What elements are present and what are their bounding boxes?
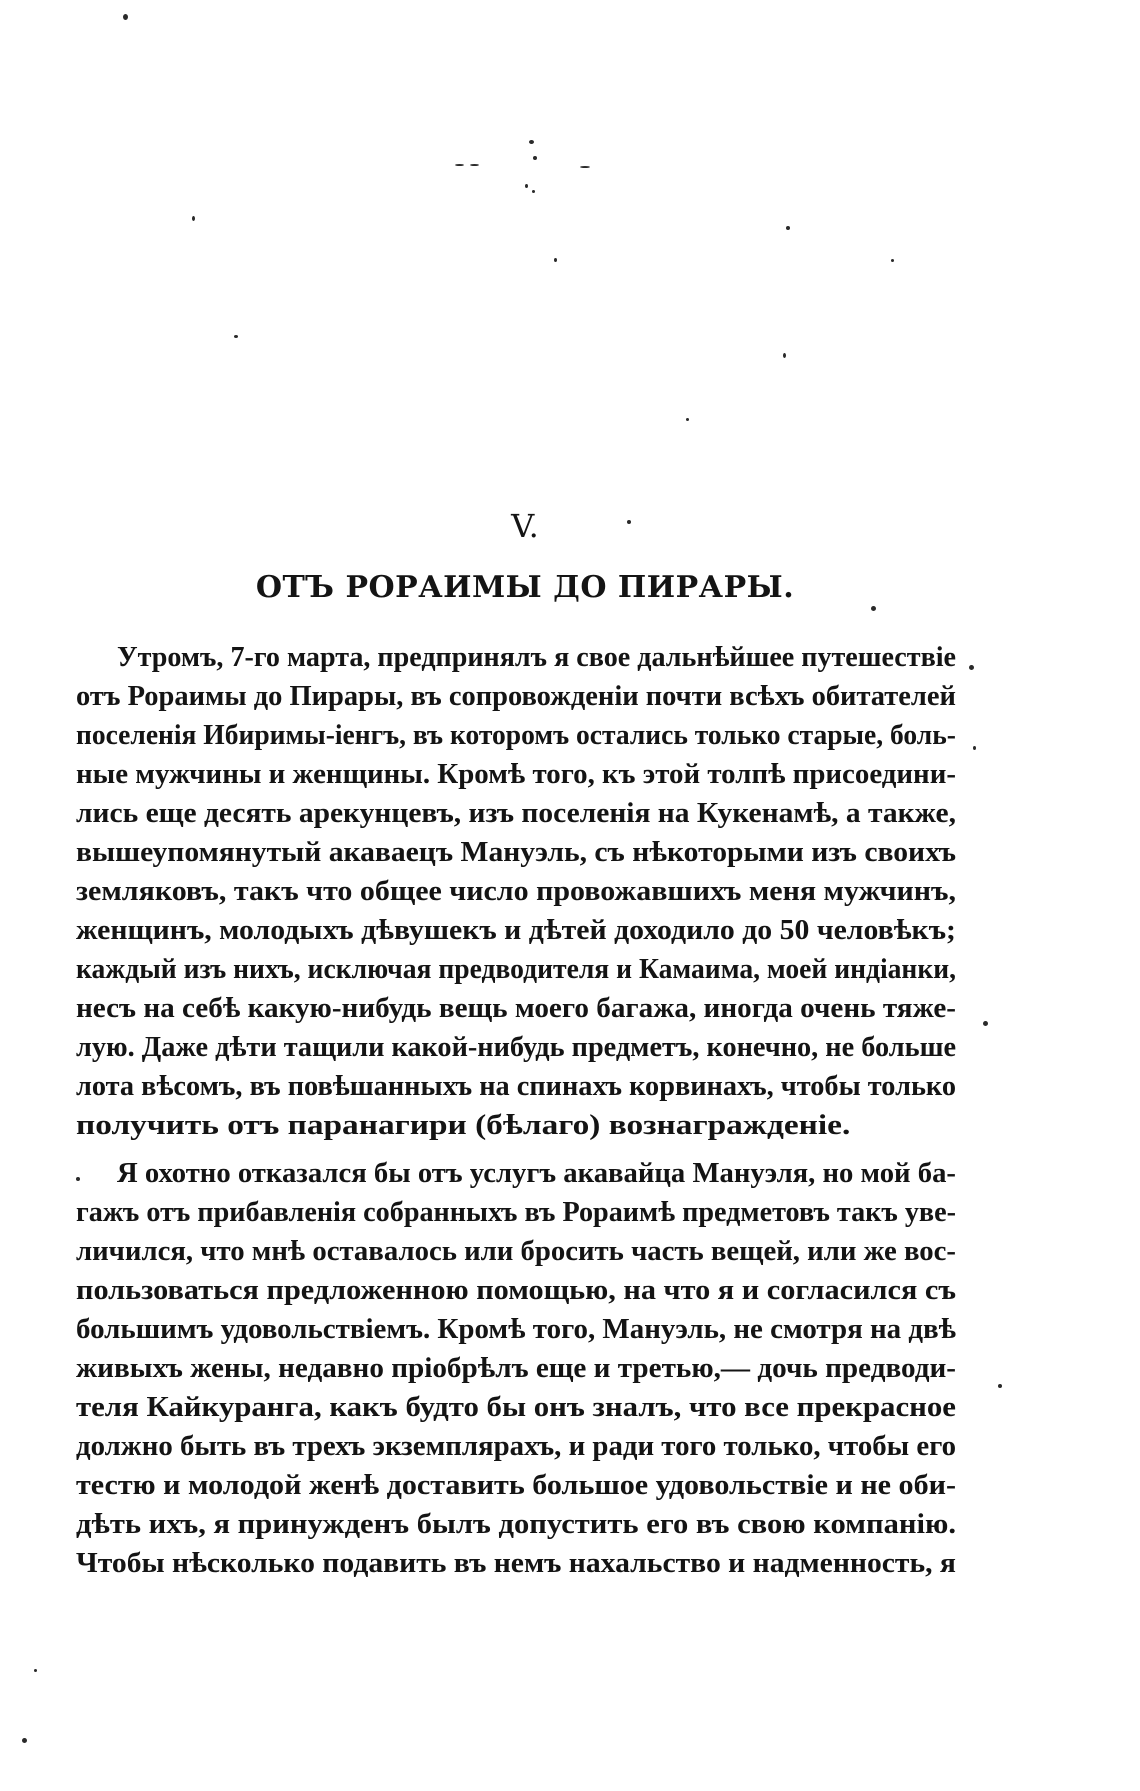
scan-speck [973, 746, 976, 750]
chapter-number: V. [511, 507, 539, 545]
scan-speck [998, 1384, 1002, 1388]
scan-speck [76, 1177, 80, 1181]
scan-speck [529, 140, 534, 144]
scan-speck [470, 164, 479, 166]
scan-speck [123, 14, 128, 20]
scan-speck [969, 665, 974, 670]
scan-speck [192, 216, 195, 221]
scan-speck [786, 226, 790, 230]
scan-speck [783, 353, 786, 358]
scan-speck [891, 259, 894, 262]
scan-speck [554, 258, 557, 262]
scan-speck [533, 156, 537, 160]
scan-speck [525, 184, 528, 188]
scan-speck [455, 164, 464, 166]
scan-speck [686, 418, 689, 421]
scan-speck [532, 190, 535, 193]
book-page: V. ОТЪ РОРАИМЫ ДО ПИРАРЫ. Утромъ, 7-го марта, предпринялъ я свое дальнѣйшее путешествіе отъ Рораимы до Пирары, въ сопровожденіи почти всѣхъ обитателей поселенія Ибиримы-іенгъ, въ которомъ остались только старые, боль- ные мужчины и женщины. Кромѣ того, къ этой толпѣ присоедини- лись еще десять арекунцевъ, изъ поселенія на Кукенамѣ, а также, вышеупомянутый акавaецъ Мануэль, съ нѣкоторыми изъ своихъ земляковъ, такъ что общее число провожавшихъ меня мужчинъ, женщинъ, молодыхъ дѣвушекъ и дѣтей доходило до 50 человѣкъ; каждый изъ нихъ, исключая предводителя и Камаима, моей индіанки, несъ на себѣ какую-нибудь вещь моего багажа, иногда очень тяже- лую. Даже дѣти тащили какой-нибудь предметъ, конечно, не больше лота вѣсомъ, въ повѣшанныхъ на спинахъ корвинахъ, чтобы только получить отъ паранагири (бѣлаго) вознагражденіе. Я охотно отказался бы отъ услугъ акавайца Мануэля, но мой ба- гажъ отъ прибавленія собранныхъ въ Рораимѣ предметовъ такъ уве- личился, что мнѣ оставалось или бросить часть вещей, или же вос- пользоваться предложенною помощью, на что я и согласился съ большимъ удовольствіемъ. Кромѣ того, Мануэль, не смотря на двѣ живыхъ жены, недавно пріобрѣлъ еще и третью,— дочь предводи- теля Кайкуранга, какъ будто бы онъ зналъ, что все прекрасное должно быть въ трехъ экземплярахъ, и ради того только, чтобы его тестю и молодой женѣ доставить большое удовольствіе и не оби- дѣть ихъ, я принужденъ былъ допустить его въ свою компанію. Чтобы нѣсколько подавить въ немъ нахальство и надменность, я [0, 0, 1140, 1791]
scan-speck [22, 1738, 27, 1743]
scan-speck [983, 1021, 988, 1026]
chapter-title: ОТЪ РОРАИМЫ ДО ПИРАРЫ. [255, 570, 795, 605]
scan-speck [34, 1669, 37, 1672]
scan-speck [234, 335, 238, 338]
scan-speck [580, 166, 590, 168]
scan-speck [871, 606, 876, 611]
